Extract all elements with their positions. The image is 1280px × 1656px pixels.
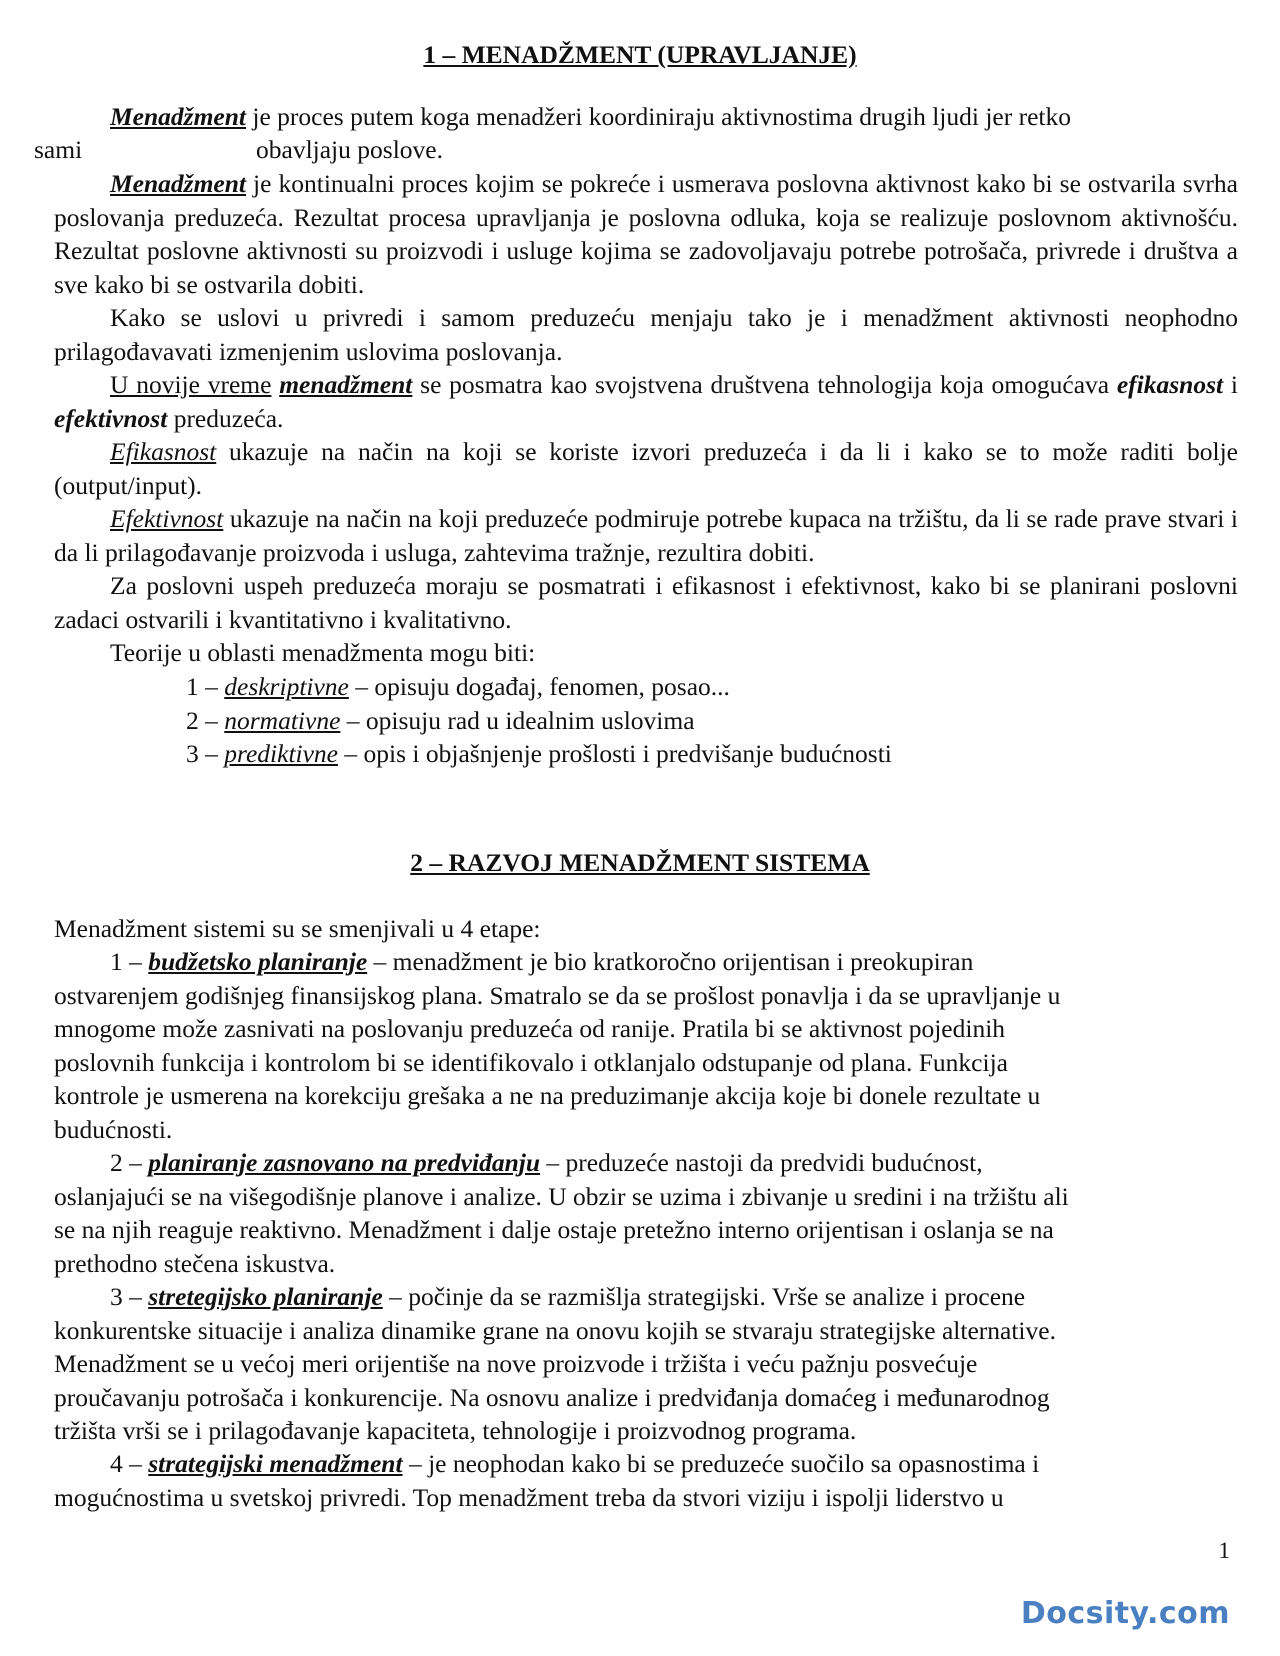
stage-line: oslanjajući se na višegodišnje planove i analize. U obzir se uzima i zbivanje u sredini i na tržištu ali — [54, 1181, 1069, 1211]
stage-line: poslovnih funkcija i kontrolom bi se identifikovalo i otklanjalo odstupanje od plana. Funkcija — [54, 1047, 1008, 1077]
stage-line: konkurentske situacije i analiza dinamike grane na onovu kojih se stvaraju strategijske alternative. — [54, 1315, 1056, 1345]
list-item — [186, 670, 892, 704]
page-number: 1 — [1218, 1538, 1230, 1563]
list-number: 2 – — [186, 705, 225, 735]
stage-line: proučavanju potrošača i konkurencije. Na osnovu analize i predviđanja domaćeg i međunarodnog — [54, 1382, 1050, 1412]
lead-phrase: U novije vreme — [110, 370, 272, 399]
paragraph-8: Teorije u oblasti menadžmenta mogu biti: — [110, 638, 536, 667]
list-text: – opis i objašnjenje prošlosti i predvišanje budućnosti — [338, 739, 892, 768]
paragraph-4 — [54, 368, 1238, 435]
stage-line: se na njih reaguje reaktivno. Menadžment i dalje ostaje pretežno interno orijentisan i oslanja se na — [54, 1215, 1054, 1244]
term-menadzment: Menadžment — [110, 169, 247, 198]
paragraph-2 — [54, 167, 1238, 301]
term-efektivnost: Efektivnost — [110, 504, 224, 533]
paragraph-6 — [54, 502, 1238, 569]
paragraph-text: je kontinualni proces kojim se pokreće i usmerava poslovna aktivnost kako bi se ostvarila svrha poslovanja preduzeća. Rezultat procesa upravljanja je poslovna odluka, koja se realizuje poslovnom aktivnošću. Rezultat poslovne aktivnosti su proizvodi i usluge kojima se zadovoljavaju potrebe potrošača, privrede i društva a sve kako bi se ostvarila dobiti. — [54, 169, 1238, 299]
paragraph-text: se posmatra kao svojstvena društvena tehnologija koja omogućava — [412, 370, 1117, 399]
list-text: – opisuju događaj, fenomen, posao... — [348, 672, 730, 701]
section-2-intro: Menadžment sistemi su se smenjivali u 4 etape: — [54, 914, 541, 943]
term-efikasnost: Efikasnost — [110, 437, 217, 466]
watermark-logo[interactable]: Docsity.com — [1020, 1596, 1230, 1631]
list-term: normativne — [224, 705, 341, 735]
paragraph-1 — [110, 100, 1240, 134]
list-number: 3 – — [186, 739, 225, 768]
term-efektivnost: efektivnost — [54, 403, 168, 433]
stage-line: – počinje da se razmišlja strategijski. Vrše se analize i procene — [382, 1282, 1026, 1311]
stage-line: budućnosti. — [54, 1114, 173, 1144]
paragraph-text: ukazuje na način na koji preduzeće podmiruje potrebe kupaca na tržištu, da li se rade prave stvari i da li prilagođavanje proizvoda i usluga, zahtevima tražnje, rezultira dobiti. — [54, 504, 1238, 567]
stage-line: prethodno stečena iskustva. — [54, 1248, 336, 1278]
stage-number: 2 – — [110, 1148, 149, 1177]
paragraph-3: Kako se uslovi u privredi i samom preduzeću menjaju tako je i menadžment aktivnosti neophodno prilagođavavati izmenjenim uslovima poslovanja. — [54, 303, 1238, 366]
stage-number: 4 – — [110, 1449, 149, 1478]
stage-line: ostvarenjem godišnjeg finansijskog plana. Smatralo se da se prošlost ponavlja i da se upravljanje u — [54, 980, 1061, 1010]
stage-term: budžetsko planiranje — [148, 947, 368, 976]
term-menadzment: Menadžment — [110, 102, 247, 131]
stage-item-1 — [54, 945, 1244, 1146]
stage-term: stretegijsko planiranje — [148, 1282, 383, 1311]
paragraph-7: Za poslovni uspeh preduzeća moraju se posmatrati i efikasnost i efektivnost, kako bi se planirani poslovni zadaci ostvarili i kvantitativno i kvalitativno. — [54, 571, 1238, 634]
term-menadzment: menadžment — [279, 370, 413, 399]
paragraph-text: preduzeća. — [167, 403, 284, 433]
section-2-title: 2 – RAZVOJ MENADŽMENT SISTEMA — [410, 848, 870, 877]
stage-term: planiranje zasnovano na predviđanju — [148, 1148, 541, 1177]
term-efikasnost: efikasnost — [1116, 370, 1224, 399]
stage-line: kontrole je usmerena na korekciju grešaka a ne na preduzimanje akcija koje bi donele rezultate u — [54, 1081, 1041, 1110]
stage-line: Menadžment se u većoj meri orijentiše na nove proizvode i tržišta i veću pažnju posvećuje — [54, 1349, 978, 1378]
stage-line: mogućnostima u svetskoj privredi. Top menadžment treba da stvori viziju i ispolji liderstvo u — [54, 1482, 1004, 1512]
stage-item-2 — [54, 1146, 1244, 1280]
list-term: prediktivne — [224, 739, 339, 768]
stage-line: – menadžment je bio kratkoročno orijentisan i preokupiran — [367, 947, 974, 976]
stage-line: – preduzeće nastoji da predvidi budućnost, — [540, 1148, 983, 1177]
paragraph-1-cont: obavljaju poslove. — [256, 135, 443, 164]
stage-item-4 — [54, 1447, 1244, 1514]
paragraph-text: i — [1223, 370, 1238, 399]
stage-number: 3 – — [110, 1282, 149, 1311]
list-text: – opisuju rad u idealnim uslovima — [340, 705, 695, 735]
stage-item-3 — [54, 1280, 1244, 1448]
stage-line: tržišta vrši se i prilagođavanje kapaciteta, tehnologije i proizvodnog programa. — [54, 1416, 857, 1445]
list-number: 1 – — [186, 672, 225, 701]
list-term: deskriptivne — [224, 672, 349, 701]
stage-number: 1 – — [110, 947, 149, 976]
stage-line: – je neophodan kako bi se preduzeće suočilo sa opasnostima i — [402, 1449, 1040, 1478]
stage-term: strategijski menadžment — [148, 1449, 403, 1478]
paragraph-text: je proces putem koga menadžeri koordiniraju aktivnostima drugih ljudi jer retko — [246, 102, 1072, 131]
stage-line: mnogome može zasnivati na poslovanju preduzeća od ranije. Pratila bi se aktivnost pojedinih — [54, 1014, 1006, 1043]
paragraph-text: ukazuje na način na koji se koriste izvori preduzeća i da li i kako se to može raditi bolje (output/input). — [54, 437, 1238, 500]
list-item — [186, 704, 892, 738]
paragraph-5 — [54, 435, 1238, 502]
list-item — [186, 737, 892, 771]
paragraph-1-sami: sami — [34, 135, 83, 164]
theory-list — [186, 670, 892, 771]
section-1-title: 1 – MENADŽMENT (UPRAVLJANJE) — [423, 40, 857, 69]
